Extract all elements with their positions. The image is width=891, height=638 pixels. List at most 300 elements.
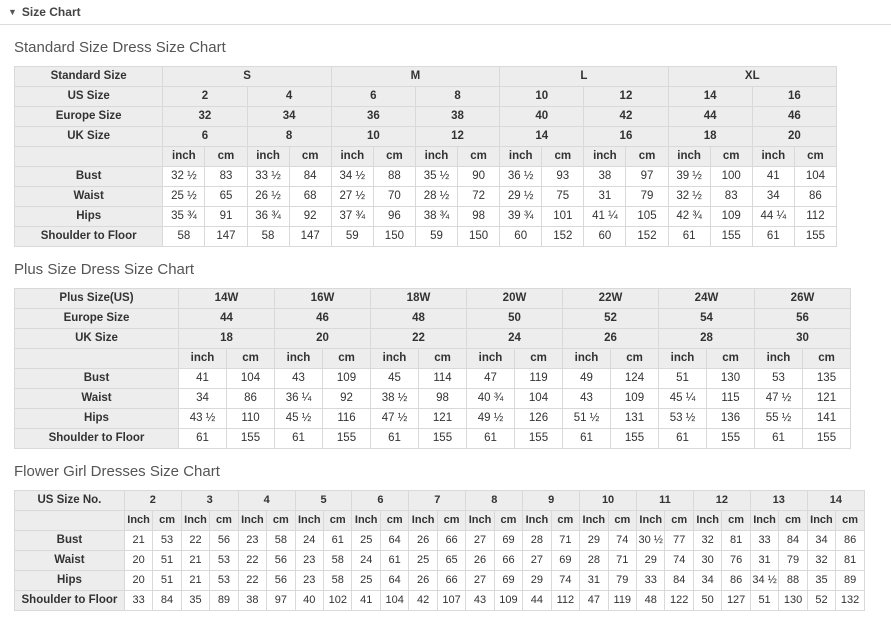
cell: 72	[458, 187, 500, 207]
cell: 6	[331, 87, 415, 107]
plus-section-title: Plus Size Dress Size Chart	[14, 261, 195, 278]
cell: 152	[542, 227, 584, 247]
cell: 31	[580, 571, 608, 591]
cell: 86	[722, 571, 750, 591]
cell: 135	[803, 369, 851, 389]
cell: 54	[659, 309, 755, 329]
cell: 88	[779, 571, 807, 591]
cell: 28	[523, 531, 551, 551]
cell: 27 ½	[331, 187, 373, 207]
unit-cell: Inch	[580, 511, 608, 531]
cell: 22	[238, 571, 266, 591]
cell: 79	[626, 187, 668, 207]
cell: 70	[373, 187, 415, 207]
flower-girl-size-table	[14, 490, 865, 611]
cell: 61	[467, 429, 515, 449]
cell: 43	[466, 591, 494, 611]
cell: 155	[710, 227, 752, 247]
cell: 45 ¼	[659, 389, 707, 409]
cell: 47	[467, 369, 515, 389]
cell: 53	[153, 531, 181, 551]
cell: 52	[563, 309, 659, 329]
cell: 109	[494, 591, 522, 611]
cell: 116	[323, 409, 371, 429]
cell: 61	[659, 429, 707, 449]
cell: 2	[163, 87, 247, 107]
unit-cell: cm	[205, 147, 247, 167]
cell: 27	[466, 571, 494, 591]
row-label: US Size	[15, 87, 163, 107]
cell: 18	[668, 127, 752, 147]
cell: 121	[803, 389, 851, 409]
cell: 150	[373, 227, 415, 247]
unit-cell: inch	[500, 147, 542, 167]
size-group-14: 14	[807, 491, 864, 511]
cell: 115	[707, 389, 755, 409]
table-row	[15, 531, 865, 551]
unit-row-label	[15, 511, 125, 531]
cell: 155	[323, 429, 371, 449]
cell: 61	[755, 429, 803, 449]
table-row	[15, 329, 851, 349]
cell: 37 ¾	[331, 207, 373, 227]
cell: 104	[380, 591, 408, 611]
cell: 45 ½	[275, 409, 323, 429]
unit-cell: cm	[494, 511, 522, 531]
cell: 43 ½	[179, 409, 227, 429]
cell: 34 ½	[750, 571, 778, 591]
cell: 112	[551, 591, 579, 611]
unit-cell: inch	[179, 349, 227, 369]
cell: 33	[750, 531, 778, 551]
cell: 136	[707, 409, 755, 429]
unit-cell: cm	[289, 147, 331, 167]
row-label: Waist	[15, 187, 163, 207]
unit-cell: cm	[380, 511, 408, 531]
cell: 69	[494, 531, 522, 551]
table-row	[15, 551, 865, 571]
cell: 74	[608, 531, 636, 551]
cell: 65	[437, 551, 465, 571]
cell: 34	[807, 531, 835, 551]
cell: 69	[494, 571, 522, 591]
cell: 121	[419, 409, 467, 429]
cell: 84	[289, 167, 331, 187]
cell: 147	[205, 227, 247, 247]
unit-cell: cm	[803, 349, 851, 369]
cell: 58	[324, 551, 352, 571]
unit-cell: inch	[563, 349, 611, 369]
unit-cell: inch	[247, 147, 289, 167]
row-label: Bust	[15, 167, 163, 187]
flower-label-header: US Size No.	[15, 491, 125, 511]
unit-cell: cm	[707, 349, 755, 369]
cell: 61	[275, 429, 323, 449]
cell: 16	[584, 127, 668, 147]
cell: 51	[153, 551, 181, 571]
cell: 49 ½	[467, 409, 515, 429]
cell: 4	[247, 87, 331, 107]
cell: 33	[124, 591, 152, 611]
cell: 35	[181, 591, 209, 611]
cell: 53 ½	[659, 409, 707, 429]
unit-cell: inch	[584, 147, 626, 167]
row-label: Bust	[15, 369, 179, 389]
cell: 50	[467, 309, 563, 329]
size-group-10: 10	[580, 491, 637, 511]
row-label: UK Size	[15, 127, 163, 147]
cell: 42	[584, 107, 668, 127]
cell: 86	[836, 531, 865, 551]
cell: 38 ¾	[415, 207, 457, 227]
unit-cell: cm	[419, 349, 467, 369]
cell: 155	[803, 429, 851, 449]
row-label: Bust	[15, 531, 125, 551]
size-chart-header[interactable]	[0, 0, 891, 25]
cell: 155	[794, 227, 836, 247]
table-row	[15, 227, 837, 247]
unit-cell: cm	[608, 511, 636, 531]
cell: 34	[752, 187, 794, 207]
cell: 48	[371, 309, 467, 329]
cell: 44	[523, 591, 551, 611]
size-group-9: 9	[523, 491, 580, 511]
row-label: Shoulder to Floor	[15, 227, 163, 247]
cell: 47 ½	[371, 409, 419, 429]
cell: 61	[179, 429, 227, 449]
cell: 130	[707, 369, 755, 389]
cell: 61	[380, 551, 408, 571]
cell: 61	[563, 429, 611, 449]
unit-cell: cm	[665, 511, 693, 531]
size-group-3: 3	[181, 491, 238, 511]
cell: 101	[542, 207, 584, 227]
cell: 56	[755, 309, 851, 329]
cell: 61	[668, 227, 710, 247]
unit-cell: inch	[275, 349, 323, 369]
cell: 34 ½	[331, 167, 373, 187]
row-label: Waist	[15, 551, 125, 571]
cell: 68	[289, 187, 331, 207]
cell: 89	[210, 591, 238, 611]
cell: 8	[247, 127, 331, 147]
cell: 43	[563, 389, 611, 409]
unit-cell: inch	[415, 147, 457, 167]
cell: 58	[163, 227, 205, 247]
size-group-4: 4	[238, 491, 295, 511]
cell: 35 ¾	[163, 207, 205, 227]
cell: 44 ¼	[752, 207, 794, 227]
cell: 86	[794, 187, 836, 207]
cell: 155	[611, 429, 659, 449]
cell: 61	[371, 429, 419, 449]
cell: 48	[637, 591, 665, 611]
cell: 32 ½	[668, 187, 710, 207]
cell: 52	[807, 591, 835, 611]
cell: 102	[324, 591, 352, 611]
cell: 91	[205, 207, 247, 227]
cell: 26	[409, 531, 437, 551]
cell: 32	[163, 107, 247, 127]
table-row	[15, 429, 851, 449]
cell: 90	[458, 167, 500, 187]
cell: 61	[324, 531, 352, 551]
table-row	[15, 67, 837, 87]
cell: 26	[563, 329, 659, 349]
cell: 131	[611, 409, 659, 429]
unit-cell: inch	[752, 147, 794, 167]
unit-cell: cm	[373, 147, 415, 167]
unit-cell: inch	[668, 147, 710, 167]
cell: 126	[515, 409, 563, 429]
cell: 36 ¾	[247, 207, 289, 227]
row-label: Europe Size	[15, 107, 163, 127]
cell: 81	[836, 551, 865, 571]
cell: 23	[295, 551, 323, 571]
cell: 96	[373, 207, 415, 227]
unit-cell: cm	[722, 511, 750, 531]
row-label: Hips	[15, 571, 125, 591]
unit-cell: Inch	[124, 511, 152, 531]
unit-cell: cm	[324, 511, 352, 531]
cell: 32	[807, 551, 835, 571]
cell: 29	[580, 531, 608, 551]
cell: 29 ½	[500, 187, 542, 207]
cell: 23	[295, 571, 323, 591]
cell: 84	[779, 531, 807, 551]
cell: 109	[323, 369, 371, 389]
cell: 25	[352, 571, 380, 591]
unit-cell: cm	[836, 511, 865, 531]
size-group-8: 8	[466, 491, 523, 511]
row-label: Shoulder to Floor	[15, 429, 179, 449]
cell: 79	[779, 551, 807, 571]
unit-cell: inch	[659, 349, 707, 369]
cell: 141	[803, 409, 851, 429]
cell: 77	[665, 531, 693, 551]
unit-cell: Inch	[523, 511, 551, 531]
cell: 152	[626, 227, 668, 247]
cell: 60	[584, 227, 626, 247]
size-group-5: 5	[295, 491, 352, 511]
page-title: Size Chart	[21, 5, 81, 19]
chevron-down-icon[interactable]: ▼	[8, 6, 17, 17]
table-row	[15, 107, 837, 127]
cell: 38	[584, 167, 626, 187]
cell: 39 ½	[668, 167, 710, 187]
unit-cell: cm	[323, 349, 371, 369]
cell: 104	[227, 369, 275, 389]
cell: 127	[722, 591, 750, 611]
cell: 33	[637, 571, 665, 591]
cell: 155	[707, 429, 755, 449]
unit-cell: Inch	[352, 511, 380, 531]
cell: 12	[415, 127, 499, 147]
cell: 30 ½	[637, 531, 665, 551]
cell: 97	[267, 591, 295, 611]
size-group-m: M	[331, 67, 499, 87]
cell: 64	[380, 531, 408, 551]
cell: 104	[794, 167, 836, 187]
unit-cell: cm	[710, 147, 752, 167]
cell: 155	[515, 429, 563, 449]
cell: 119	[515, 369, 563, 389]
cell: 21	[181, 551, 209, 571]
cell: 66	[494, 551, 522, 571]
cell: 23	[238, 531, 266, 551]
row-label: Shoulder to Floor	[15, 591, 125, 611]
unit-cell: cm	[153, 511, 181, 531]
cell: 56	[210, 531, 238, 551]
size-group-18w: 18W	[371, 289, 467, 309]
table-row	[15, 167, 837, 187]
cell: 58	[247, 227, 289, 247]
row-label: Europe Size	[15, 309, 179, 329]
row-label: UK Size	[15, 329, 179, 349]
cell: 75	[542, 187, 584, 207]
cell: 29	[637, 551, 665, 571]
unit-cell: cm	[542, 147, 584, 167]
cell: 42 ¾	[668, 207, 710, 227]
cell: 36 ½	[500, 167, 542, 187]
size-group-14w: 14W	[179, 289, 275, 309]
cell: 30	[755, 329, 851, 349]
cell: 41 ¼	[584, 207, 626, 227]
unit-cell: Inch	[750, 511, 778, 531]
cell: 76	[722, 551, 750, 571]
cell: 50	[693, 591, 721, 611]
cell: 40 ¾	[467, 389, 515, 409]
unit-cell: Inch	[295, 511, 323, 531]
cell: 110	[227, 409, 275, 429]
size-group-24w: 24W	[659, 289, 755, 309]
table-row	[15, 491, 865, 511]
cell: 45	[371, 369, 419, 389]
cell: 25 ½	[163, 187, 205, 207]
unit-cell: Inch	[693, 511, 721, 531]
size-group-12: 12	[693, 491, 750, 511]
cell: 18	[179, 329, 275, 349]
size-group-13: 13	[750, 491, 807, 511]
unit-cell: cm	[779, 511, 807, 531]
cell: 25	[409, 551, 437, 571]
unit-cell: Inch	[637, 511, 665, 531]
cell: 28	[580, 551, 608, 571]
cell: 74	[665, 551, 693, 571]
cell: 124	[611, 369, 659, 389]
cell: 39 ¾	[500, 207, 542, 227]
cell: 83	[205, 167, 247, 187]
size-group-20w: 20W	[467, 289, 563, 309]
cell: 44	[668, 107, 752, 127]
row-label: Hips	[15, 409, 179, 429]
cell: 155	[419, 429, 467, 449]
cell: 20	[124, 551, 152, 571]
cell: 42	[409, 591, 437, 611]
cell: 89	[836, 571, 865, 591]
cell: 109	[710, 207, 752, 227]
cell: 66	[437, 571, 465, 591]
unit-row-label	[15, 349, 179, 369]
cell: 38	[238, 591, 266, 611]
cell: 41	[752, 167, 794, 187]
cell: 71	[608, 551, 636, 571]
cell: 53	[755, 369, 803, 389]
cell: 84	[153, 591, 181, 611]
unit-cell: cm	[437, 511, 465, 531]
unit-cell: cm	[794, 147, 836, 167]
cell: 34	[179, 389, 227, 409]
cell: 27	[466, 531, 494, 551]
cell: 20	[124, 571, 152, 591]
cell: 25	[352, 531, 380, 551]
cell: 88	[373, 167, 415, 187]
cell: 20	[275, 329, 371, 349]
unit-cell: cm	[227, 349, 275, 369]
cell: 107	[437, 591, 465, 611]
cell: 93	[542, 167, 584, 187]
cell: 20	[752, 127, 836, 147]
cell: 55 ½	[755, 409, 803, 429]
cell: 51	[659, 369, 707, 389]
unit-cell: inch	[755, 349, 803, 369]
cell: 6	[163, 127, 247, 147]
cell: 104	[515, 389, 563, 409]
cell: 34	[247, 107, 331, 127]
table-row	[15, 369, 851, 389]
cell: 71	[551, 531, 579, 551]
cell: 49	[563, 369, 611, 389]
cell: 36	[331, 107, 415, 127]
cell: 155	[227, 429, 275, 449]
cell: 29	[523, 571, 551, 591]
unit-cell: cm	[551, 511, 579, 531]
cell: 112	[794, 207, 836, 227]
cell: 51	[750, 591, 778, 611]
cell: 114	[419, 369, 467, 389]
size-group-2: 2	[124, 491, 181, 511]
cell: 51	[153, 571, 181, 591]
cell: 24	[352, 551, 380, 571]
unit-cell: cm	[611, 349, 659, 369]
cell: 98	[419, 389, 467, 409]
cell: 40	[295, 591, 323, 611]
cell: 47 ½	[755, 389, 803, 409]
table-row	[15, 591, 865, 611]
cell: 21	[181, 571, 209, 591]
cell: 32	[693, 531, 721, 551]
cell: 26	[409, 571, 437, 591]
cell: 32 ½	[163, 167, 205, 187]
cell: 10	[331, 127, 415, 147]
table-row	[15, 87, 837, 107]
cell: 61	[752, 227, 794, 247]
table-row	[15, 571, 865, 591]
table-row	[15, 409, 851, 429]
cell: 31	[584, 187, 626, 207]
cell: 14	[668, 87, 752, 107]
cell: 46	[275, 309, 371, 329]
cell: 26 ½	[247, 187, 289, 207]
cell: 34	[693, 571, 721, 591]
unit-cell: inch	[467, 349, 515, 369]
unit-cell: inch	[371, 349, 419, 369]
row-label: Waist	[15, 389, 179, 409]
row-label: Hips	[15, 207, 163, 227]
size-group-xl: XL	[668, 67, 836, 87]
cell: 84	[665, 571, 693, 591]
flower-section-title: Flower Girl Dresses Size Chart	[14, 463, 220, 480]
